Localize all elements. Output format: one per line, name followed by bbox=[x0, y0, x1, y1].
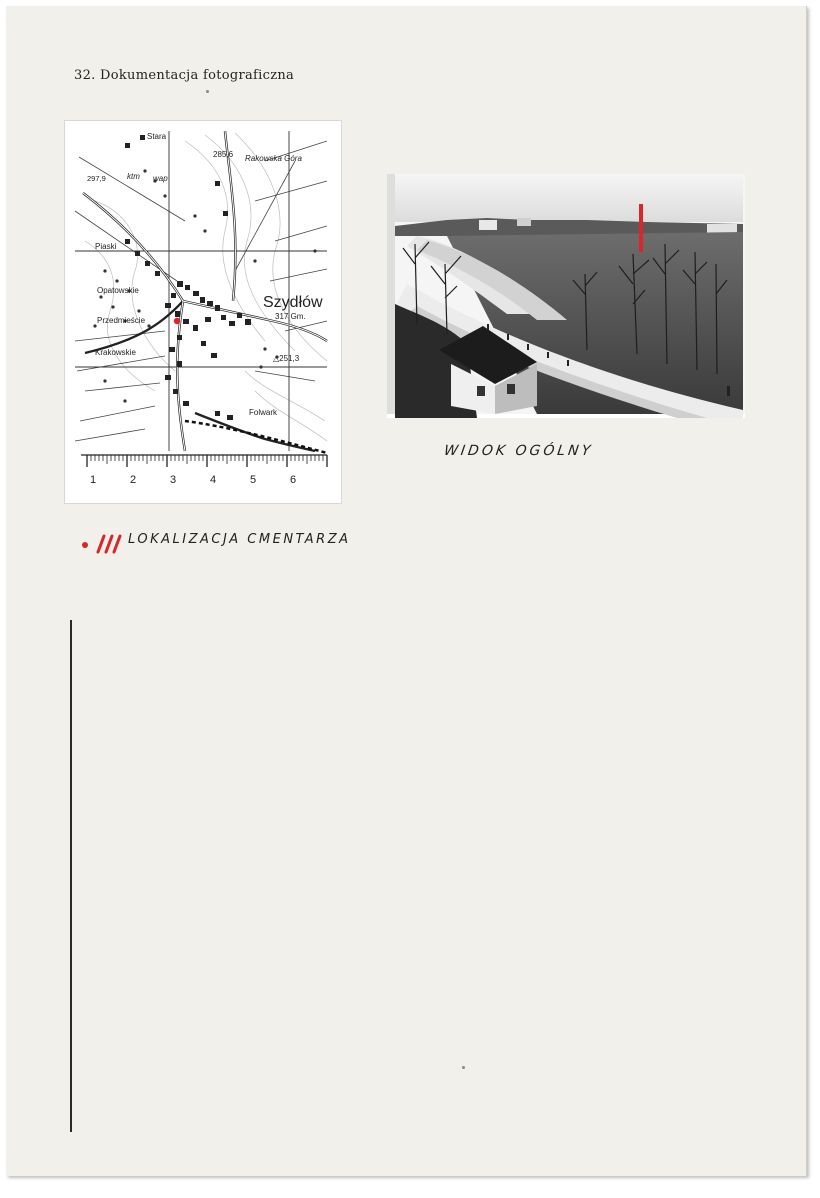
photo-drawing bbox=[387, 174, 745, 418]
map-label-piaski: Piaski bbox=[95, 242, 117, 251]
red-hatch-icon bbox=[92, 532, 124, 554]
map-label-gm: 317 Gm. bbox=[275, 312, 306, 321]
map-label-opatowskie: Opatowskie bbox=[97, 286, 139, 295]
landscape-photo bbox=[387, 174, 745, 418]
document-page bbox=[6, 6, 807, 1176]
cemetery-photo-marker bbox=[639, 204, 643, 252]
map-label-wap: wap bbox=[153, 174, 168, 183]
scale-label-2: 2 bbox=[130, 474, 137, 486]
map-label-elevation-right: △251,3 bbox=[273, 354, 300, 363]
topographic-map bbox=[64, 120, 342, 504]
legend-text: LOKALIZACJA CMENTARZA bbox=[128, 532, 351, 547]
red-dot-icon bbox=[82, 542, 88, 548]
map-label-krakowskie: Krakowskie bbox=[95, 348, 136, 357]
photo-caption: WIDOK OGÓLNY bbox=[442, 443, 595, 459]
map-drawing bbox=[65, 121, 341, 503]
map-label-folwark: Folwark bbox=[249, 408, 278, 417]
map-label-elevation-left: 297,9 bbox=[87, 174, 106, 183]
scale-label-3: 3 bbox=[170, 474, 177, 486]
map-label-ktm: ktm bbox=[127, 172, 140, 181]
scale-ruler bbox=[81, 455, 327, 467]
scale-label-1: 1 bbox=[90, 474, 97, 486]
map-label-stara: Stara bbox=[147, 132, 167, 141]
scale-label-4: 4 bbox=[210, 474, 217, 486]
page-heading: 32. Dokumentacja fotograficzna bbox=[74, 68, 295, 83]
map-label-elevation-top: 285,6 bbox=[213, 150, 234, 159]
scale-label-5: 5 bbox=[250, 474, 257, 486]
scan-speck bbox=[462, 1066, 465, 1069]
scan-speck bbox=[206, 90, 209, 93]
map-label-rakowska: Rakowska Góra bbox=[245, 154, 302, 163]
cemetery-map-marker bbox=[174, 318, 180, 324]
scale-label-6: 6 bbox=[290, 474, 297, 486]
margin-line bbox=[70, 620, 72, 1132]
map-label-town: Szydłów bbox=[263, 294, 323, 311]
map-label-przedmiescie: Przedmieście bbox=[97, 316, 146, 325]
